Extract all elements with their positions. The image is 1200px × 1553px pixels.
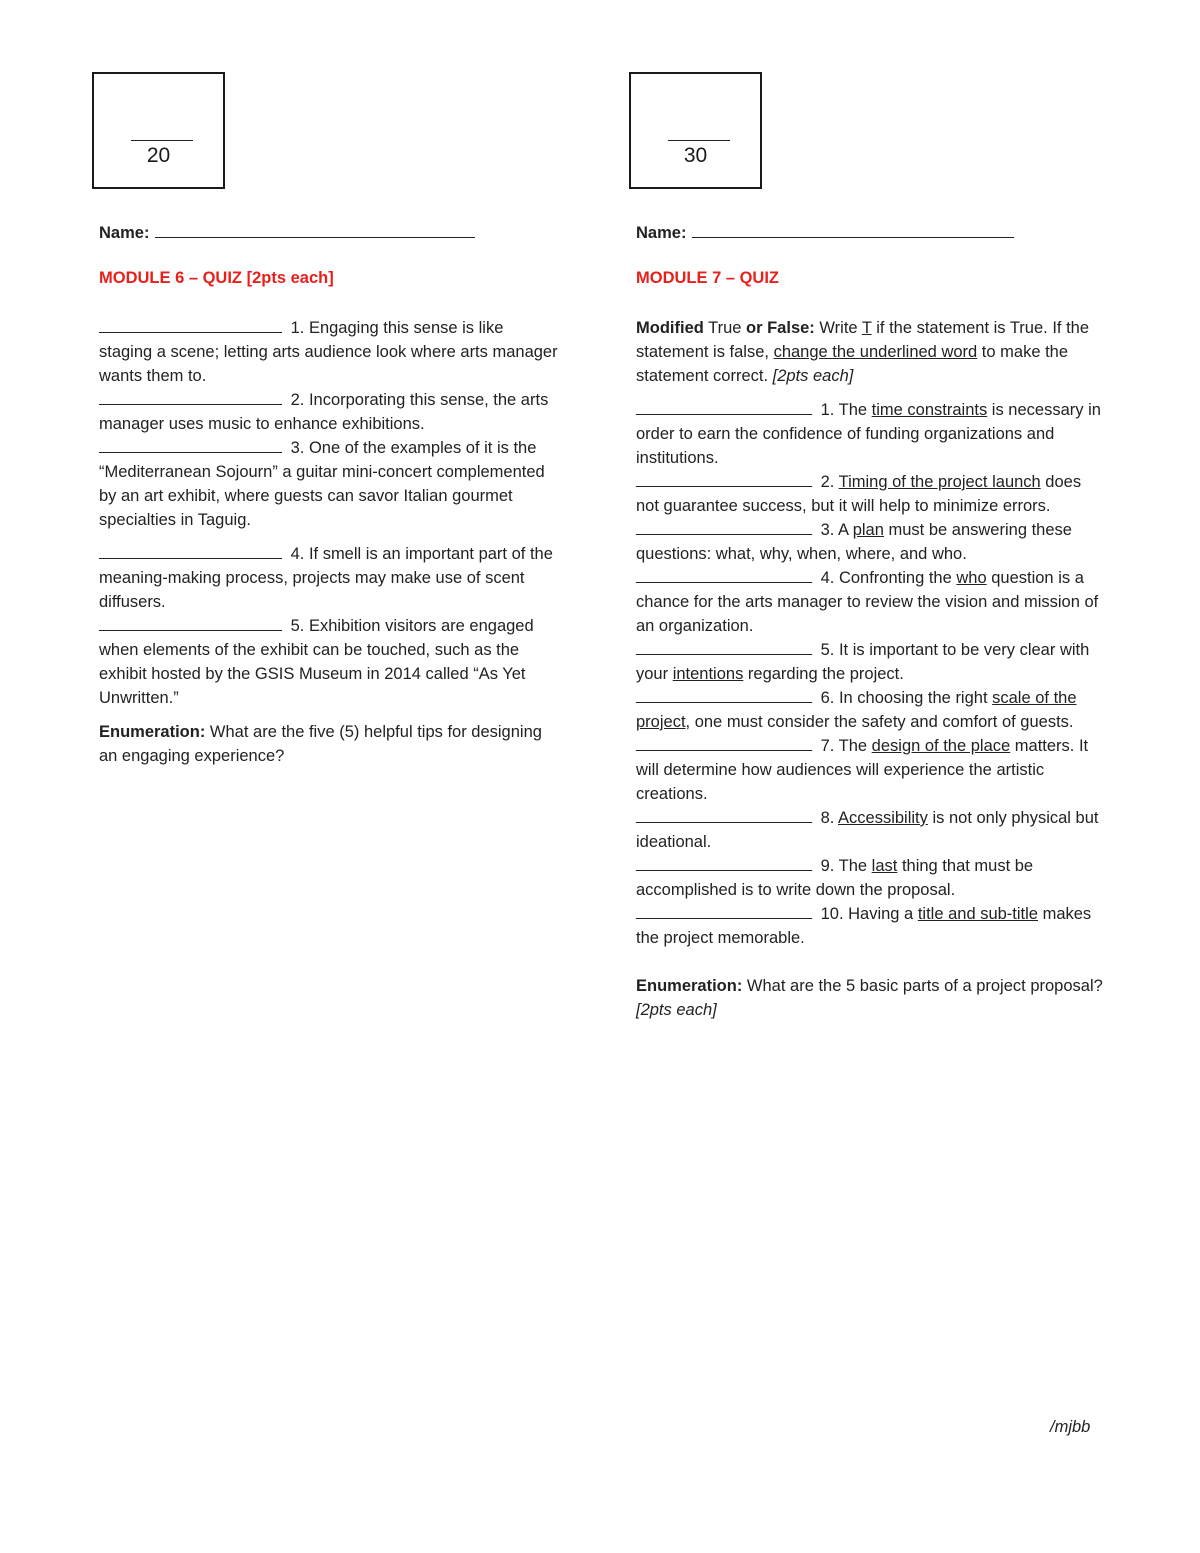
question-text: 2. <box>820 473 839 491</box>
instr-mid: if the statement is True. If the statement is false, <box>636 319 1090 361</box>
underlined-word: intentions <box>672 665 744 683</box>
question-item <box>636 566 1106 638</box>
instr-write: Write <box>814 319 862 337</box>
answer-blank[interactable] <box>636 519 812 535</box>
question-text: 10. Having a <box>820 905 918 923</box>
question-text: is not only physical but ideational. <box>636 809 1099 851</box>
question-text: 4. Confronting the <box>820 569 957 587</box>
instructions <box>636 316 1106 388</box>
name-label: Name: <box>99 224 150 242</box>
underlined-word: Accessibility <box>838 809 928 827</box>
score-blank[interactable] <box>668 140 730 141</box>
score-max: 30 <box>683 144 708 167</box>
question-item <box>636 518 1106 566</box>
enumeration-text: What are the 5 basic parts of a project proposal? <box>742 977 1103 995</box>
question-text: 2. Incorporating this sense, the arts manager uses music to enhance exhibitions. <box>99 391 549 433</box>
question-text: makes the project memorable. <box>636 905 1092 947</box>
name-field[interactable] <box>692 221 1014 238</box>
enumeration <box>99 720 561 768</box>
instr-modified: Modified <box>636 319 704 337</box>
module-title: MODULE 7 – QUIZ <box>636 269 780 287</box>
question-item <box>636 806 1106 854</box>
name-label: Name: <box>636 224 687 242</box>
question-text: question is a chance for the arts manager to review the vision and mission of an organization. <box>636 569 1099 635</box>
enumeration-text: What are the five (5) helpful tips for designing an engaging experience? <box>99 723 542 765</box>
underlined-word: Timing of the project launch <box>838 473 1041 491</box>
instr-true: True <box>703 319 747 337</box>
question-list <box>636 316 1106 1022</box>
question-text: must be answering these questions: what, why, when, where, and who. <box>636 521 1072 563</box>
question-text: 1. Engaging this sense is like staging a scene; letting arts audience look where arts manager wants them to. <box>99 319 558 385</box>
question-item <box>99 316 561 388</box>
question-text: 7. The <box>820 737 872 755</box>
instr-end: to make the statement correct. <box>636 343 1069 385</box>
underlined-word: who <box>956 569 987 587</box>
question-item <box>636 398 1106 470</box>
question-item <box>636 734 1106 806</box>
question-text: regarding the project. <box>743 665 904 683</box>
instr-change: change the underlined word <box>773 343 978 361</box>
underlined-word: last <box>871 857 898 875</box>
module-title: MODULE 6 – QUIZ [2pts each] <box>99 269 334 287</box>
answer-blank[interactable] <box>99 543 282 559</box>
answer-blank[interactable] <box>636 903 812 919</box>
question-text: , one must consider the safety and comfort of guests. <box>685 713 1074 731</box>
enumeration-points: [2pts each] <box>636 1001 717 1019</box>
answer-blank[interactable] <box>636 807 812 823</box>
underlined-word: design of the place <box>871 737 1011 755</box>
question-item <box>636 638 1106 686</box>
answer-blank[interactable] <box>99 317 282 333</box>
question-item <box>636 902 1106 950</box>
answer-blank[interactable] <box>99 389 282 405</box>
question-text: thing that must be accomplished is to write down the proposal. <box>636 857 1034 899</box>
answer-blank[interactable] <box>99 437 282 453</box>
question-item <box>636 686 1106 734</box>
instr-points: [2pts each] <box>772 367 854 385</box>
score-box <box>629 72 762 189</box>
question-list <box>99 316 561 768</box>
question-text: is necessary in order to earn the confidence of funding organizations and institutions. <box>636 401 1101 467</box>
answer-blank[interactable] <box>636 639 812 655</box>
name-row <box>99 221 475 243</box>
author-initials: /mjbb <box>1050 1418 1091 1436</box>
question-item <box>99 614 561 710</box>
name-field[interactable] <box>155 221 475 238</box>
score-blank[interactable] <box>131 140 193 141</box>
enumeration-label: Enumeration: <box>636 977 743 995</box>
question-text: 9. The <box>820 857 872 875</box>
answer-blank[interactable] <box>636 471 812 487</box>
score-max: 20 <box>146 144 171 167</box>
instr-or-false: or False: <box>746 319 815 337</box>
question-text: 3. A <box>820 521 853 539</box>
underlined-word: title and sub-title <box>917 905 1038 923</box>
name-row <box>636 221 1014 243</box>
question-text: 1. The <box>820 401 872 419</box>
score-box <box>92 72 225 189</box>
underlined-word: scale of the project <box>636 689 1077 731</box>
question-item <box>99 388 561 436</box>
question-text: matters. It will determine how audiences will experience the artistic creations. <box>636 737 1089 803</box>
underlined-word: plan <box>852 521 884 539</box>
answer-blank[interactable] <box>636 687 812 703</box>
question-text: 8. <box>820 809 839 827</box>
underlined-word: time constraints <box>871 401 988 419</box>
answer-blank[interactable] <box>636 567 812 583</box>
question-text: 6. In choosing the right <box>820 689 993 707</box>
question-item <box>99 436 561 532</box>
answer-blank[interactable] <box>636 735 812 751</box>
question-item <box>99 542 561 614</box>
question-text: does not guarantee success, but it will help to minimize errors. <box>636 473 1082 515</box>
question-text: 5. It is important to be very clear with your <box>636 641 1090 683</box>
answer-blank[interactable] <box>636 855 812 871</box>
enumeration <box>636 974 1106 1022</box>
answer-blank[interactable] <box>636 399 812 415</box>
question-item <box>636 854 1106 902</box>
question-text: 3. One of the examples of it is the “Mediterranean Sojourn” a guitar mini-concert complemented by an art exhibit, where guests can savor Italian gourmet specialties in Taguig. <box>99 439 545 529</box>
instr-t: T <box>861 319 872 337</box>
question-text: 4. If smell is an important part of the meaning-making process, projects may make use of scent diffusers. <box>99 545 553 611</box>
question-text: 5. Exhibition visitors are engaged when elements of the exhibit can be touched, such as the exhibit hosted by the GSIS Museum in 2014 called “As Yet Unwritten.” <box>99 617 534 707</box>
answer-blank[interactable] <box>99 615 282 631</box>
enumeration-label: Enumeration: <box>99 723 206 741</box>
question-item <box>636 470 1106 518</box>
